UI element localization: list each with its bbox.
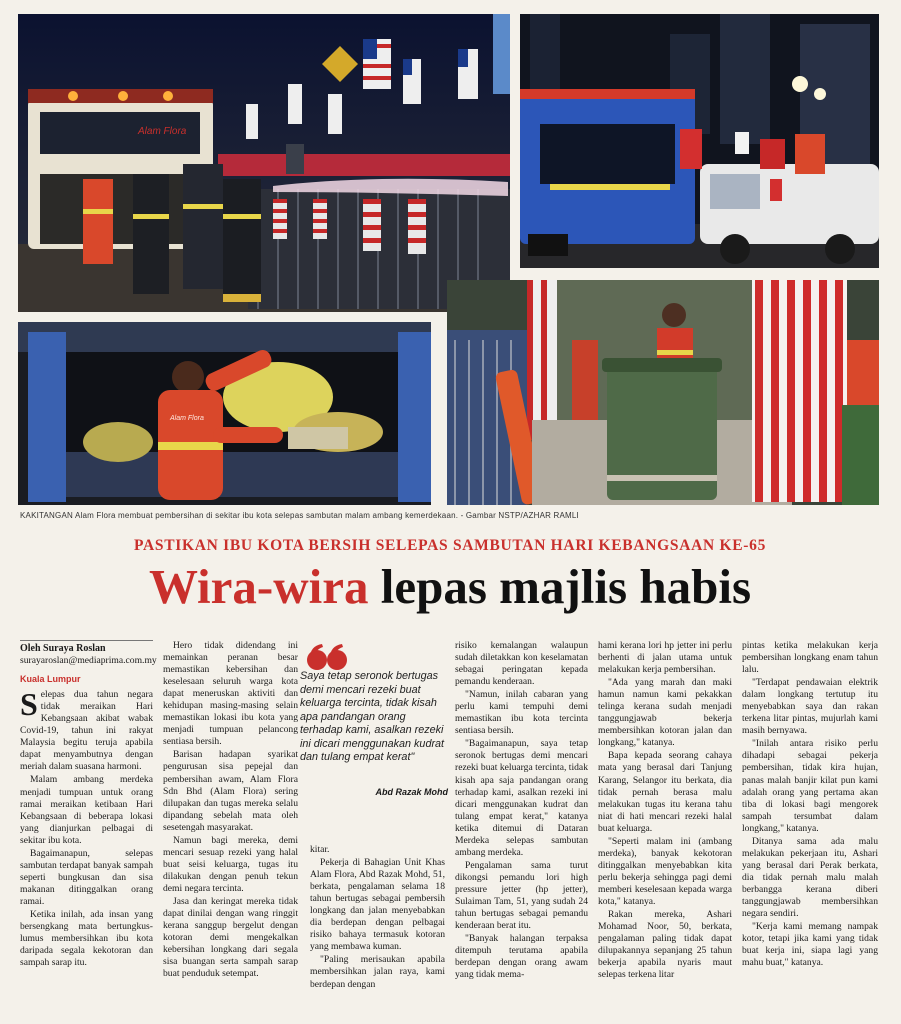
dateline-location: Kuala Lumpur: [20, 674, 81, 685]
author-email: surayaroslan@mediaprima.com.my: [20, 655, 157, 667]
column-6: [742, 640, 878, 970]
paragraph: kitar.: [310, 844, 330, 855]
truck-logo: Alam Flora: [138, 126, 187, 137]
column-1: [20, 640, 157, 970]
quote-mark-icon: [306, 642, 350, 672]
photo-caption: KAKITANGAN Alam Flora membuat pembersihan di sekitar ibu kota selepas sambutan malam ambang kemerdekaan. - Gambar NSTP/AZHAR RAMLI: [20, 511, 579, 520]
paragraph: pintas ketika melakukan kerja pembersihan longkang enam tahun lalu.: [742, 640, 878, 676]
photo-bin-and-flags: [447, 280, 879, 505]
paragraph: Selepas dua tahun negara tidak meraikan Hari Kebangsaan akibat wabak Covid-19, tahun ini rakyat Malaysia begitu teruja apabila dapat menyambutnya dengan meriah dalam suasana harmoni.: [20, 686, 153, 773]
headline-black-part: lepas majlis habis: [380, 559, 752, 614]
paragraph: hami kerana lori hp jetter ini perlu berhenti di jalan utama untuk melakukan kerja pembersihan.: [598, 640, 732, 676]
paragraph: Bapa kepada seorang cahaya mata yang berasal dari Tanjung Karang, Selangor itu berkata, dia tidak pernah berasa malu melakukan tugas itu kerana tahu niat di hati mencari rezeki halal buat keluarga.: [598, 750, 732, 834]
paragraph: "Kerja kami memang nampak kotor, tetapi jika kami yang tidak buat kerja ini, siapa lagi yang mahu buat," katanya.: [742, 921, 878, 969]
paragraph: "Banyak halangan terpaksa ditempuh terutama apabila berdepan dengan orang awam yang tidak mema-: [455, 933, 588, 981]
byline: Oleh Suraya Roslan: [20, 640, 153, 655]
column-3: [310, 844, 445, 992]
paragraph: "Bagaimanapun, saya tetap seronok bertugas demi mencari rezeki buat keluarga tercinta, tidak kisah apa saja pandangan orang terhadap kami, asalkan rezeki ini dicari menggunakan kudrat dan tulang empat kerat," katanya ketika ditemui di Dataran Merdeka selepas sambutan ambang merdeka.: [455, 738, 588, 858]
worker-uniform-logo: Alam Flora: [170, 415, 204, 422]
photo-garbage-truck-pickup: [520, 14, 879, 268]
photo-street-cleaning-jet: [18, 14, 510, 312]
photo-worker-loading-rubbish: [18, 322, 431, 505]
kicker-headline: PASTIKAN IBU KOTA BERSIH SELEPAS SAMBUTAN HARI KEBANGSAAN KE-65: [133, 537, 767, 554]
drop-cap: S: [20, 686, 38, 723]
column-5: [598, 640, 732, 982]
paragraph: Pengalaman sama turut dikongsi pemandu lori high pressure jetter (hp jetter), Sulaiman Tam, 51, yang sudah 24 tahun bertugas sebagai pemandu kenderaan berat itu.: [455, 859, 588, 932]
paragraph: Rakan mereka, Ashari Mohamad Noor, 50, berkata, pengalaman paling tidak dapat dilupakannya sepanjang 25 tahun bekerja apabila nyaris maut selepas terkena litar: [598, 909, 732, 981]
paragraph: "Seperti malam ini (ambang merdeka), banyak kekotoran ditinggalkan menyebabkan kita perlu bekerja sehingga pagi demi memberi keselesaan kepada warga kota," katanya.: [598, 835, 732, 907]
paragraph: Jasa dan keringat mereka tidak dapat dinilai dengan wang ringgit kerana sanggup bergelut dengan kotoran demi mengekalkan kebersihan longkang dari segala sisa buangan serta sampah sarap buat penduduk setempat.: [163, 895, 298, 980]
paragraph: "Namun, inilah cabaran yang perlu kami tempuhi demi memastikan ibu kota tercinta sentiasa bersih.: [455, 689, 588, 737]
column-4: [455, 640, 588, 982]
paragraph: "Inilah antara risiko perlu dihadapi sebagai pekerja pembersihan, tidak kira hujan, panas malah banjir kilat pun kami adalah orang yang pertama akan tiba di lokasi bagi mengorek sampah tersumbat dalam longkang," katanya.: [742, 738, 878, 834]
paragraph: Ketika inilah, ada insan yang bersengkang mata bertungkus-lumus membersihkan ibu kota daripada segala kekotoran dan sampah sarap itu.: [20, 908, 153, 969]
paragraph: Namun bagi mereka, demi mencari sesuap rezeki yang halal buat seisi keluarga, tugas itu dilakukan dengan penuh tekun demi negara tercinta.: [163, 834, 298, 894]
paragraph: risiko kemalangan walaupun sudah diletakkan kon keselamatan sebagai peringatan kepada pemandu kenderaan.: [455, 640, 588, 688]
pull-quote-text: Saya tetap seronok bertugas demi mencari rezeki buat keluarga tercinta, tidak kisah apa pandangan orang terhadap kami, asalkan rezeki ini dicari menggunakan kudrat dan tulang empat kerat": [300, 670, 445, 763]
paragraph: "Paling merisaukan apabila membersihkan jalan raya, kami berdepan dengan: [310, 954, 445, 990]
pull-quote-attribution: Abd Razak Mohd: [375, 786, 448, 797]
paragraph: "Ada yang marah dan maki hamun namun kami pekakkan telinga kerana sudah menjadi tanggungjawab bekerja membersihkan kotoran jalan dan longkang," katanya.: [598, 677, 732, 749]
paragraph: Bagaimanapun, selepas sambutan terdapat banyak sampah seperti bungkusan dan sisa makanan ditinggalkan orang ramai.: [20, 847, 153, 907]
pull-quote: [300, 640, 448, 797]
paragraph: Malam ambang merdeka menjadi tumpuan untuk orang ramai meraikan ketibaan Hari Kebangsaan di beberapa lokasi yang dianjurkan pelbagai di sekitar ibu kota.: [20, 774, 153, 846]
main-headline: [20, 558, 880, 616]
paragraph: Ditanya sama ada malu melakukan pekerjaan itu, Ashari yang berasal dari Perak berkata, dia tidak pernah malu malah berbangga kerana diberi tanggungjawab membersihkan negara sendiri.: [742, 835, 878, 920]
paragraph: Barisan hadapan syarikat pengurusan sisa pepejal dan pembersihan awam, Alam Flora Sdn Bhd (Alam Flora) sering dilupakan dan tugas mereka selalu dipandang sebelah mata oleh sesetengah masyarakat.: [163, 749, 298, 833]
paragraph: "Terdapat pendawaian elektrik dalam longkang tertutup itu menyebabkan saya dan rakan terkena litar pintas, mujurlah kami masih bernyawa.: [742, 677, 878, 737]
paragraph: Hero tidak didendang ini memainkan peranan besar memastikan kebersihan dan keselesaan seluruh warga kota dapat meneruskan aktiviti dan kehidupan masing-masing selain memastikan lokasi ibu kota yang menjadi tumpuan pelancong sentiasa bersih.: [163, 640, 298, 748]
column-2: [163, 640, 298, 981]
headline-red-part: Wira-wira: [148, 559, 369, 614]
paragraph: Pekerja di Bahagian Unit Khas Alam Flora, Abd Razak Mohd, 51, berkata, pengalaman selama 18 tahun bertugas sebagai pembersih longkang dan jalan menyebabkan dia berdepan dengan pelbagai risiko bahaya termasuk kotoran yang membawa kuman.: [310, 857, 445, 953]
